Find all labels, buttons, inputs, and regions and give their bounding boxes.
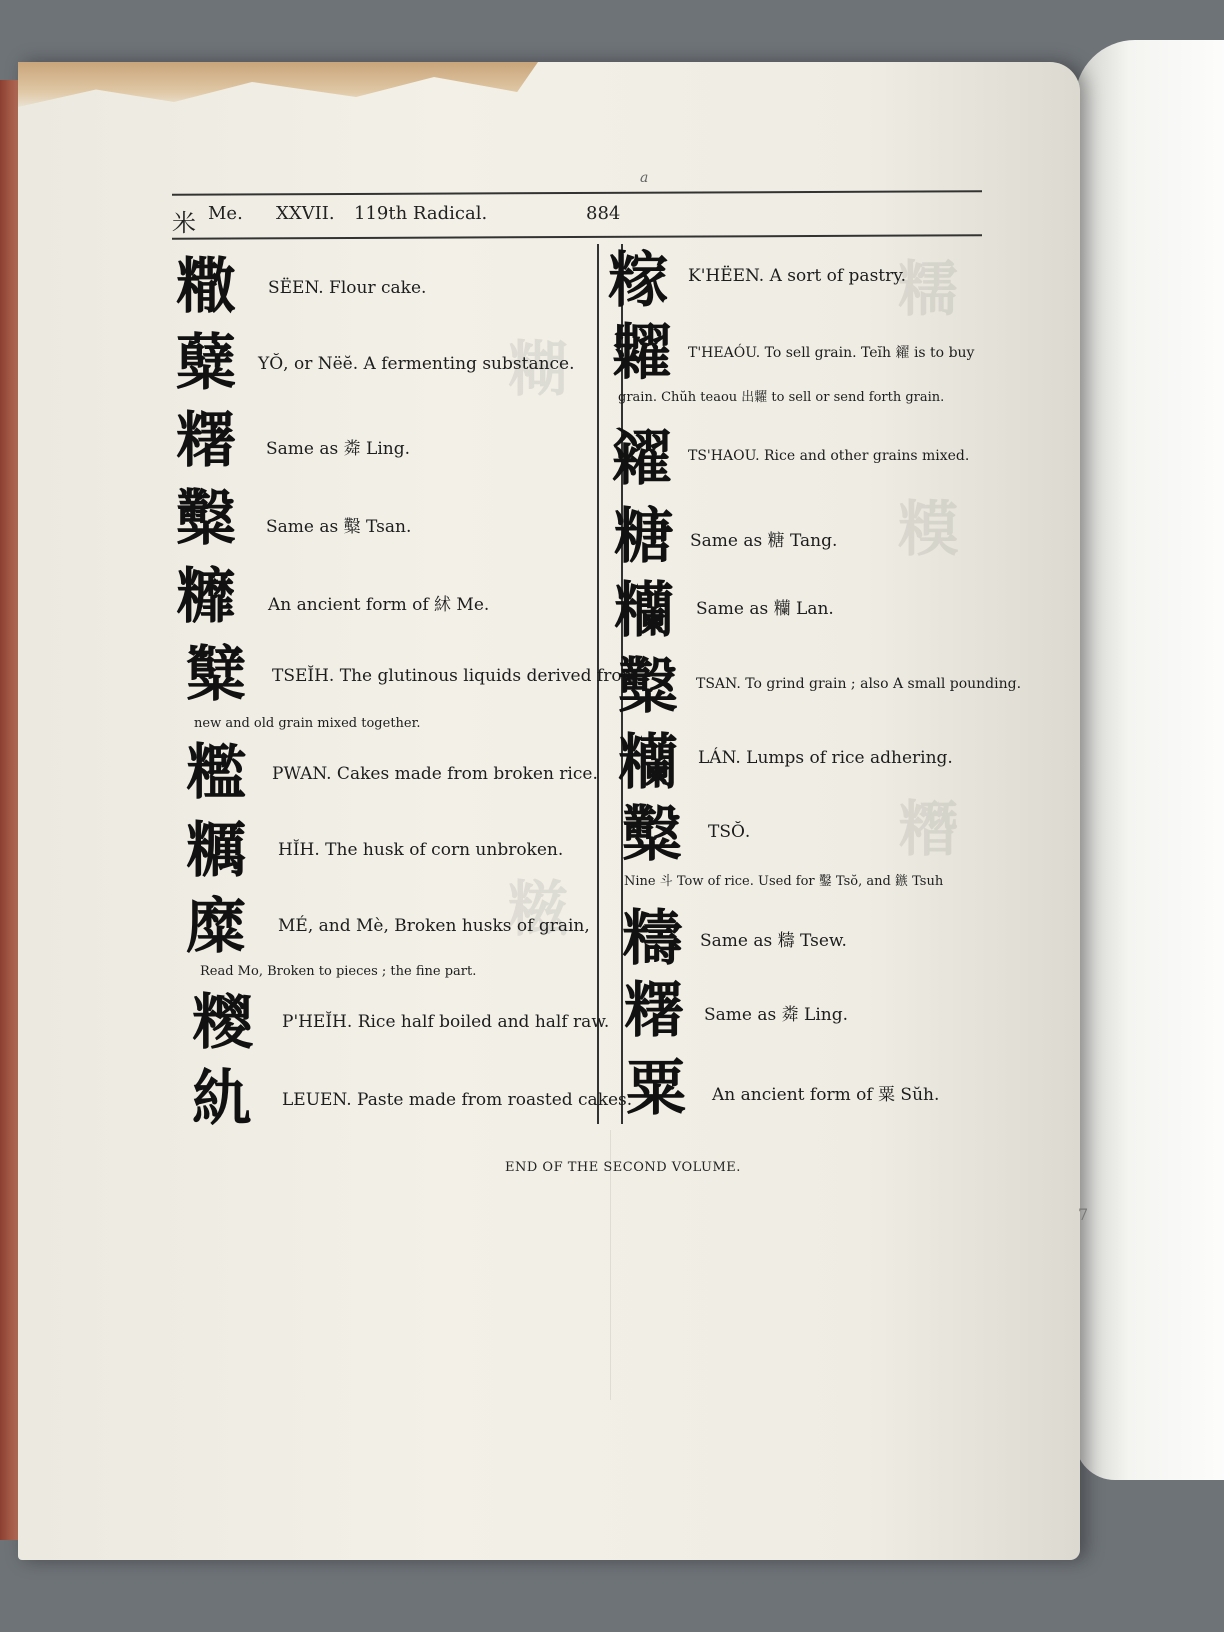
entry-character: 糳 [176, 484, 236, 554]
entry-character: 糘 [608, 246, 668, 316]
entry-character: 糮 [186, 738, 246, 808]
facing-page [1075, 40, 1224, 1480]
margin-mark: 7 [1078, 1205, 1089, 1224]
entry-definition: Same as 粦 Ling. [704, 1005, 848, 1025]
radical-label: 119th Radical. [354, 203, 488, 224]
entry-character: 糤 [176, 252, 236, 322]
entry-character: 糖 [614, 502, 674, 572]
entry-definition: MÉ, and Mè, Broken husks of grain, [278, 916, 590, 936]
bleed-through-characters: 糢 [898, 495, 958, 565]
entry-definition: YŎ, or Nëĕ. A fermenting substance. [258, 354, 575, 374]
entry-character: 糬 [176, 406, 236, 476]
entry-character: 糷 [614, 576, 674, 646]
bleed-through-characters: 糯 [898, 255, 958, 325]
running-head [172, 203, 972, 237]
entry-continuation: Nine 斗 Tow of rice. Used for 鑿 Tsŏ, and 鏃 Tsuh [624, 874, 944, 889]
entry-definition: K'HËEN. A sort of pastry. [688, 266, 906, 286]
entry-continuation: new and old grain mixed together. [194, 716, 421, 731]
entry-character: 糴 [612, 424, 672, 494]
entry-definition: TS'HAOU. Rice and other grains mixed. [688, 448, 970, 464]
bleed-through-characters: 糍 [508, 875, 568, 945]
section-number: XXVII. [276, 203, 335, 224]
entry-character: 糶 [612, 318, 672, 388]
entry-definition: Same as 糖 Tang. [690, 531, 838, 551]
entry-definition: TSEĬH. The glutinous liquids derived from [272, 666, 638, 686]
entry-character: 糳 [618, 652, 678, 722]
entry-definition: LÁN. Lumps of rice adhering. [698, 748, 953, 768]
entry-continuation: grain. Chŭh teaou 出糶 to sell or send forth grain. [618, 390, 945, 405]
entry-character: 糳 [622, 800, 682, 870]
bleed-through-characters: 糣 [898, 795, 958, 865]
entry-definition: Same as 粦 Ling. [266, 439, 410, 459]
page-number: 884 [586, 203, 621, 224]
entry-character: 糬 [624, 976, 684, 1046]
entry-character: 糭 [192, 988, 252, 1058]
entry-character: 䊭 [622, 904, 682, 974]
entry-definition: TSAN. To grind grain ; also A small pounding. [696, 676, 1022, 692]
entry-character: 糜 [186, 892, 246, 962]
radical-character: 米 [172, 209, 196, 237]
entry-definition: SËEN. Flour cake. [268, 278, 427, 298]
entry-character: 糱 [186, 640, 246, 710]
entry-definition: Same as 䊭 Tsew. [700, 931, 847, 951]
entry-definition: PWAN. Cakes made from broken rice. [272, 764, 598, 784]
entry-definition: HĬH. The husk of corn unbroken. [278, 840, 564, 860]
radical-name: Me. [208, 203, 243, 224]
entry-definition: An ancient form of 絉 Me. [268, 595, 490, 615]
end-of-volume-note: END OF THE SECOND VOLUME. [505, 1160, 741, 1175]
entry-definition: TSŎ. [708, 822, 751, 842]
bleed-through-characters: 糊 [508, 335, 568, 405]
entry-character: 糵 [176, 328, 236, 398]
entry-character: 䊵 [192, 1064, 252, 1134]
entry-definition: An ancient form of 粟 Sŭh. [712, 1085, 940, 1105]
entry-definition: LEUEN. Paste made from roasted cakes. [282, 1090, 633, 1110]
entry-character: 䊳 [176, 562, 236, 632]
entry-character: 糲 [186, 816, 246, 886]
entry-definition: Same as 糳 Tsan. [266, 517, 412, 537]
entry-definition: P'HEĬH. Rice half boiled and half raw. [282, 1012, 610, 1032]
entry-character: 粟 [626, 1054, 686, 1124]
entry-definition: Same as 糷 Lan. [696, 599, 834, 619]
entry-character: 糷 [618, 728, 678, 798]
pencil-mark: a [640, 170, 649, 186]
entry-definition: T'HEAÓU. To sell grain. Teĭh 糴 is to buy [688, 345, 975, 361]
entry-continuation: Read Mo, Broken to pieces ; the fine part. [200, 964, 477, 979]
